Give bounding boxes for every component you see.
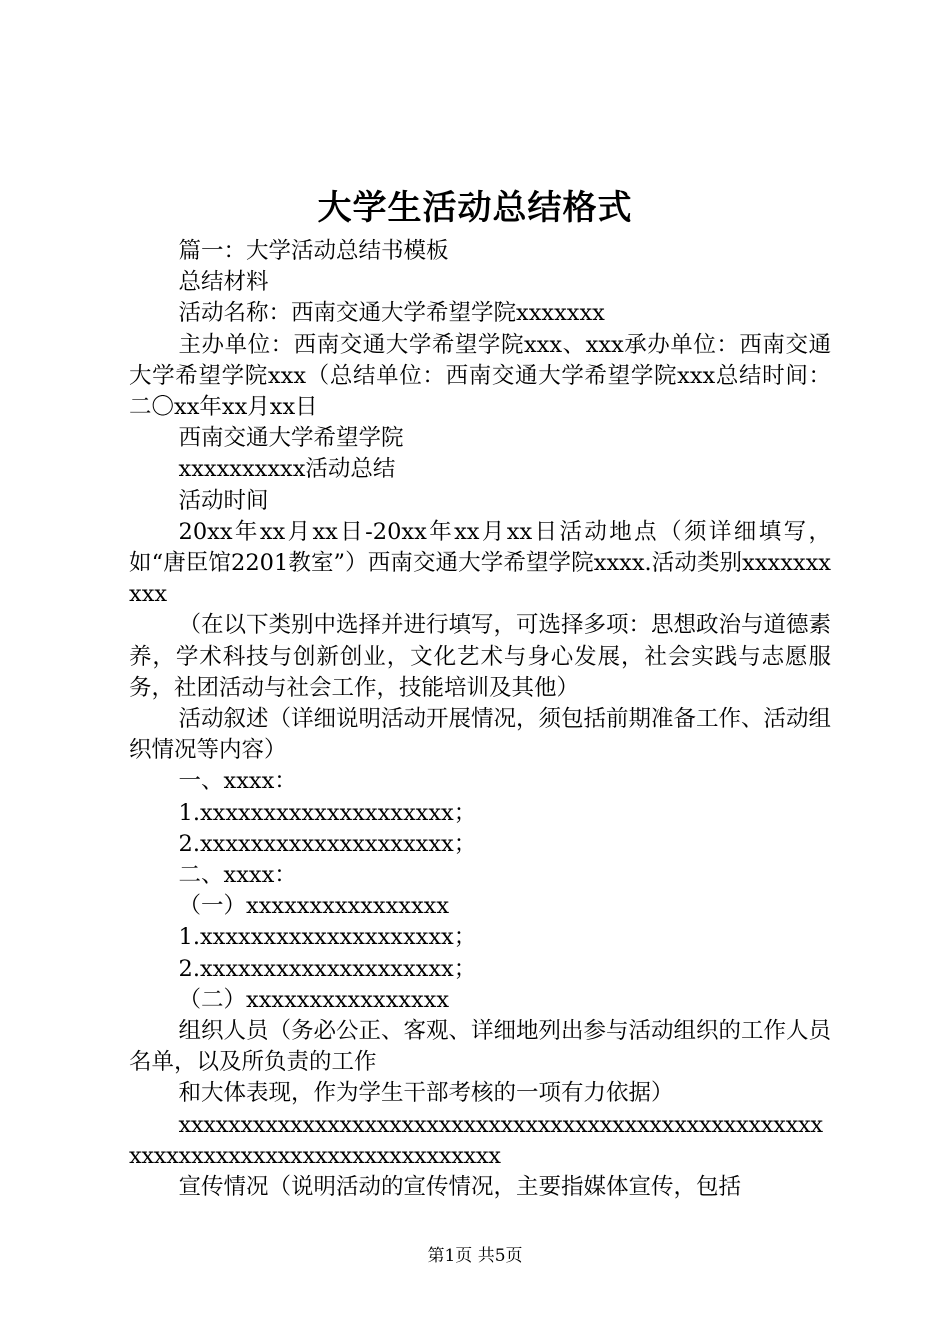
paragraph-performance-note: 和大体表现，作为学生干部考核的一项有力依据） xyxy=(178,1080,674,1107)
paragraph-publicity: 宣传情况（说明活动的宣传情况，主要指媒体宣传，包括 xyxy=(178,1174,742,1201)
paragraph-organizers: 主办单位：西南交通大学希望学院xxx、xxx承办单位：西南交通大学希望学院xxx（总结单位：西南交通大学希望学院xxx总结时间：二〇xx年xx月xx日 xyxy=(129,331,831,421)
list-heading-one: 一、xxxx： xyxy=(178,768,297,795)
list-subheading: （二）xxxxxxxxxxxxxxxx xyxy=(178,986,450,1013)
list-item: 1.xxxxxxxxxxxxxxxxxxxx； xyxy=(178,924,477,951)
list-subheading: （一）xxxxxxxxxxxxxxxx xyxy=(178,893,450,920)
paragraph-organizing-staff: 组织人员（务必公正、客观、详细地列出参与活动组织的工作人员名单，以及所负责的工作 xyxy=(129,1018,832,1076)
paragraph-activity-name: 活动名称：西南交通大学希望学院xxxxxxx xyxy=(178,300,605,327)
paragraph-placeholder-text: xxxxxxxxxxxxxxxxxxxxxxxxxxxxxxxxxxxxxxxxxxxxxxxxxxxxxxxxxxxxxxxxxxxxxxxxxxxxxxxxxx xyxy=(129,1111,823,1169)
paragraph-category-note: （在以下类别中选择并进行填写，可选择多项：思想政治与道德素养，学术科技与创新创业，文化艺术与身心发展，社会实践与志愿服务，社团活动与社会工作，技能培训及其他） xyxy=(129,612,832,701)
page-number-footer: 第1页 共5页 xyxy=(427,1246,523,1266)
paragraph-section-heading: 篇一：大学活动总结书模板 xyxy=(178,238,449,264)
paragraph-summary-title: xxxxxxxxxx活动总结 xyxy=(178,456,396,483)
document-title: 大学生活动总结格式 xyxy=(317,188,633,228)
paragraph-activity-description: 活动叙述（详细说明活动开展情况，须包括前期准备工作、活动组织情况等内容） xyxy=(129,706,832,764)
paragraph-activity-time-label: 活动时间 xyxy=(178,487,269,514)
paragraph-time-location: 20xx年xx月xx日-20xx年xx月xx日活动地点（须详细填写，如“唐臣馆2201教室”）西南交通大学希望学院xxxx.活动类别xxxxxxxxxx xyxy=(129,518,831,608)
paragraph-material-label: 总结材料 xyxy=(178,269,269,296)
paragraph-college-name: 西南交通大学希望学院 xyxy=(178,425,404,452)
list-item: 1.xxxxxxxxxxxxxxxxxxxx； xyxy=(178,799,477,826)
list-item: 2.xxxxxxxxxxxxxxxxxxxx； xyxy=(178,830,477,857)
document-body xyxy=(129,236,831,1203)
list-item: 2.xxxxxxxxxxxxxxxxxxxx； xyxy=(178,955,477,982)
list-heading-two: 二、xxxx： xyxy=(178,862,297,889)
